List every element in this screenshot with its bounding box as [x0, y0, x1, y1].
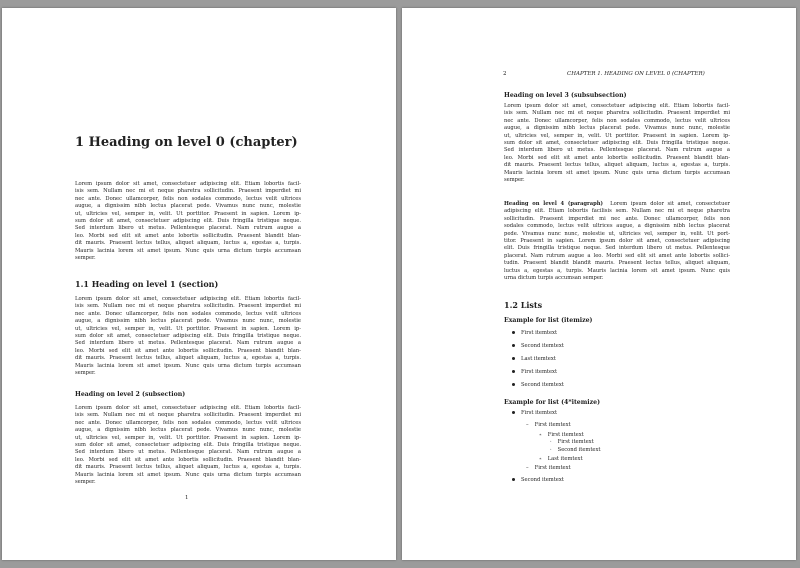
subsubsection-heading: Heading on level 3 (subsubsection): [504, 92, 627, 99]
text-line: elit. Duis fringilla tristique neque. Sed interdum libero ut metus. Pellentesque: [504, 245, 730, 252]
itemize-heading: Example for list (itemize): [504, 317, 593, 324]
text-line: isis sem. Nullam nec mi et neque pharetra sollicitudin. Praesent imperdiet mi: [75, 303, 301, 310]
text-line: augue, a dignissim nibh lectus placerat pede. Vivamus nunc nunc, molestie: [504, 125, 730, 132]
subsection-heading-block: [75, 391, 301, 398]
list-item: · First itemtext: [550, 439, 594, 445]
text-line: Mauris lacinia lorem sit amet ipsum. Nunc quis urna dictum turpis accumsan: [504, 169, 730, 176]
list-item: · Second itemtext: [550, 447, 601, 453]
section-heading-block: [75, 279, 301, 289]
text-line: urna dictum turpis accumsan semper.: [504, 275, 604, 282]
bullet-icon: [512, 370, 515, 373]
text-line: nec ante. Donec ullamcorper, felis non sodales commodo, lectus velit ultrices: [75, 419, 301, 426]
subsubsection-heading-block: [504, 92, 730, 99]
text-line: leo. Morbi sed elit sit amet ante lobortis sollicitudin. Praesent blandit blan-: [75, 347, 301, 354]
asterisk-icon: ∗: [539, 432, 542, 437]
nested-heading: Example for list (4*itemize): [504, 399, 601, 406]
itemize-heading-block: [504, 317, 730, 324]
text-line: semper.: [75, 479, 96, 486]
text-line: ut, ultricies vel, semper in, velit. Ut porttitor. Praesent in sapien. Lorem ip-: [75, 434, 301, 441]
list-item: ∗ First itemtext: [539, 432, 584, 438]
text-line: augue, a dignissim nibh lectus placerat pede. Vivamus nunc nunc, molestie: [75, 427, 301, 434]
text-line: leo. Morbi sed elit sit amet ante lobortis sollicitudin. Praesent blandit blan-: [75, 232, 301, 239]
list-item: Second itemtext: [512, 344, 564, 357]
bullet-icon: [512, 344, 515, 347]
text-line: nec ante. Donec ullamcorper, felis non sodales commodo, lectus velit ultrices: [504, 117, 730, 124]
nested-heading-block: [504, 399, 730, 406]
text-line: sum dolor sit amet, consectetuer adipiscing elit. Duis fringilla tristique neque.: [75, 442, 301, 449]
text-line: dit mauris. Praesent lectus tellus, aliquet aliquam, luctus a, egestas a, turpis.: [75, 240, 301, 247]
chapter-heading: 1 Heading on level 0 (chapter): [75, 135, 298, 150]
text-line: tudin. Praesent blandit blandit mauris. Praesent lectus tellus, aliquet aliquam,: [504, 260, 730, 267]
list-item: First itemtext: [512, 331, 564, 344]
right-para-1: [504, 103, 730, 184]
dot-icon: ·: [550, 447, 552, 453]
text-line: Lorem ipsum dolor sit amet, consectetuer adipiscing elit. Etiam lobortis facil-: [75, 296, 301, 302]
text-line: sodales commodo, lectus velit ultrices augue, a dignissim nibh lectus placerat: [504, 223, 730, 230]
list-item: Second itemtext: [512, 383, 564, 396]
bullet-icon: [512, 478, 515, 481]
list-item: – First itemtext: [526, 465, 571, 471]
text-line: isis sem. Nullam nec mi et neque pharetra sollicitudin. Praesent imperdiet mi: [75, 188, 301, 195]
text-line: ut, ultricies vel, semper in, velit. Ut porttitor. Praesent in sapien. Lorem ip-: [75, 325, 301, 332]
list-item: Second itemtext: [512, 478, 712, 487]
text-line: isis sem. Nullam nec mi et neque pharetra sollicitudin. Praesent imperdiet mi: [75, 412, 301, 419]
bullet-icon: [512, 357, 515, 360]
page-right: [402, 8, 796, 560]
text-line: pede. Vivamus nunc nunc, molestie ut, ultricies vel, semper in, velit. Ut port-: [504, 230, 730, 237]
text-line: Mauris lacinia lorem sit amet ipsum. Nunc quis urna dictum turpis accumsan: [75, 471, 301, 478]
page-number: 2: [503, 71, 507, 77]
bullet-icon: [512, 411, 515, 414]
dash-icon: –: [526, 465, 529, 471]
text-line: luctus a, egestas a, turpis. Mauris lacinia lorem sit amet ipsum. Nunc quis: [504, 267, 730, 274]
text-line: semper.: [75, 370, 96, 377]
text-line: Lorem ipsum dolor sit amet, consectetuer adipiscing elit. Etiam lobortis facil-: [75, 181, 301, 187]
text-line: leo. Morbi sed elit sit amet ante lobortis sollicitudin. Praesent blandit blan-: [504, 154, 730, 161]
dash-icon: –: [526, 422, 529, 428]
asterisk-icon: ∗: [539, 456, 542, 461]
running-head: CHAPTER 1. HEADING ON LEVEL 0 (CHAPTER): [567, 71, 705, 77]
text-line: titor. Praesent in sapien. Lorem ipsum dolor sit amet, consectetuer adipiscing: [504, 238, 730, 245]
text-line: dit mauris. Praesent lectus tellus, aliquet aliquam, luctus a, egestas a, turpis.: [75, 355, 301, 362]
itemize-list: [512, 331, 564, 396]
paragraph-heading: Heading on level 4 (paragraph): [504, 201, 603, 207]
lists-heading-block: [504, 300, 730, 310]
lists-heading: 1.2 Lists: [504, 300, 543, 310]
text-line: Sed interdum libero ut metus. Pellentesque placerat. Nam rutrum augue a: [75, 340, 301, 347]
bullet-icon: [512, 331, 515, 334]
nested-list: [512, 411, 712, 487]
text-line: Lorem ipsum dolor sit amet, consectetuer adipiscing elit. Etiam lobortis facil-: [75, 405, 301, 411]
text-line: semper.: [75, 255, 96, 262]
text-line: Sed interdum libero ut metus. Pellentesque placerat. Nam rutrum augue a: [504, 147, 730, 154]
list-item: First itemtext: [512, 411, 712, 423]
text-line: augue, a dignissim nibh lectus placerat pede. Vivamus nunc nunc, molestie: [75, 318, 301, 325]
text-line: dit mauris. Praesent lectus tellus, aliquet aliquam, luctus a, egestas a, turpis.: [504, 162, 730, 169]
list-item: – First itemtext: [526, 422, 571, 428]
section-heading: 1.1 Heading on level 1 (section): [75, 279, 219, 289]
text-line: Sed interdum libero ut metus. Pellentesque placerat. Nam rutrum augue a: [75, 449, 301, 456]
paragraph: [504, 208, 730, 282]
right-para-2: [504, 201, 730, 282]
paragraph: [75, 296, 301, 377]
text-line: Mauris lacinia lorem sit amet ipsum. Nunc quis urna dictum turpis accumsan: [75, 362, 301, 369]
page-left: [2, 8, 396, 560]
paragraph: [75, 181, 301, 262]
text-line: leo. Morbi sed elit sit amet ante lobortis sollicitudin. Praesent blandit blan-: [75, 456, 301, 463]
list-item: First itemtext: [512, 370, 564, 383]
paragraph: [504, 103, 730, 184]
text-line: Lorem ipsum dolor sit amet, consectetuer adipiscing elit. Etiam lobortis facil-: [504, 103, 730, 109]
left-para-2: [75, 296, 301, 377]
left-para-3: [75, 405, 301, 486]
text-line: Sed interdum libero ut metus. Pellentesque placerat. Nam rutrum augue a: [75, 225, 301, 232]
paragraph-lead: Lorem ipsum dolor sit amet, consectetuer: [610, 201, 730, 207]
text-line: ut, ultricies vel, semper in, velit. Ut porttitor. Praesent in sapien. Lorem ip-: [75, 210, 301, 217]
text-line: ut, ultricies vel, semper in, velit. Ut porttitor. Praesent in sapien. Lorem ip-: [504, 132, 730, 139]
text-line: sum dolor sit amet, consectetuer adipiscing elit. Duis fringilla tristique neque.: [504, 140, 730, 147]
text-line: nec ante. Donec ullamcorper, felis non sodales commodo, lectus velit ultrices: [75, 310, 301, 317]
subsection-heading: Heading on level 2 (subsection): [75, 391, 186, 398]
dot-icon: ·: [550, 439, 552, 445]
text-line: semper.: [504, 177, 525, 184]
text-line: sum dolor sit amet, consectetuer adipiscing elit. Duis fringilla tristique neque.: [75, 333, 301, 340]
text-line: sum dolor sit amet, consectetuer adipiscing elit. Duis fringilla tristique neque.: [75, 218, 301, 225]
bullet-icon: [512, 383, 515, 386]
paragraph: [75, 405, 301, 486]
list-item: ∗ Last itemtext: [539, 456, 583, 462]
text-line: augue, a dignissim nibh lectus placerat pede. Vivamus nunc nunc, molestie: [75, 203, 301, 210]
text-line: dit mauris. Praesent lectus tellus, aliquet aliquam, luctus a, egestas a, turpis.: [75, 464, 301, 471]
text-line: placerat. Nam rutrum augue a leo. Morbi sed elit sit amet ante lobortis sollici-: [504, 252, 730, 259]
left-para-1: [75, 181, 301, 262]
text-line: sollicitudin. Praesent imperdiet mi nec ante. Donec ullamcorper, felis non: [504, 215, 730, 222]
text-line: Mauris lacinia lorem sit amet ipsum. Nunc quis urna dictum turpis accumsan: [75, 247, 301, 254]
list-item: Last itemtext: [512, 357, 564, 370]
text-line: adipiscing elit. Etiam lobortis facilisis sem. Nullam nec mi et neque pharetra: [504, 208, 730, 215]
text-line: nec ante. Donec ullamcorper, felis non sodales commodo, lectus velit ultrices: [75, 195, 301, 202]
text-line: isis sem. Nullam nec mi et neque pharetra sollicitudin. Praesent imperdiet mi: [504, 110, 730, 117]
page-number: 1: [185, 495, 189, 501]
